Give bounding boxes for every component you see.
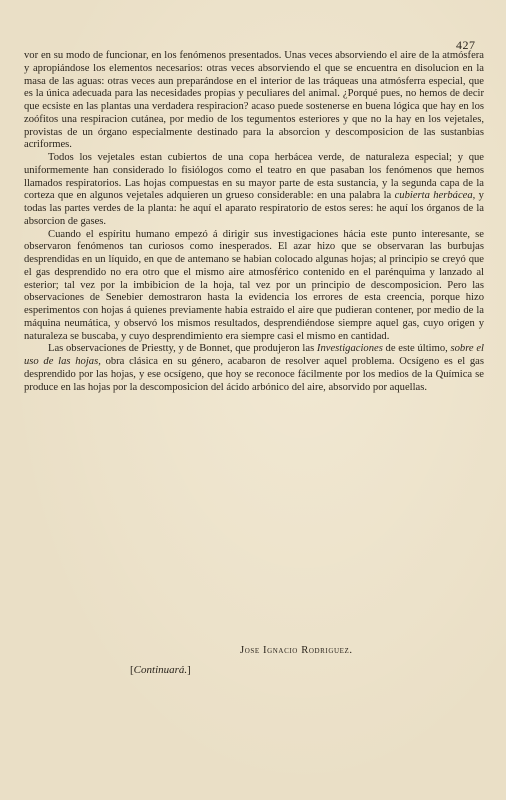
article-body bbox=[24, 50, 484, 394]
paragraph-4-italic-title: Investigaciones bbox=[316, 343, 383, 355]
paragraph-2-text-a: Todos los vejetales estan cubiertos de una copa herbácea verde, de naturaleza especial; y que uniformemente han considerado lo fisiólogos como el teatro en que pasaban los fenómenos que hemos llamados respiratorios. Las hojas compuestas en su mayor parte de esta sustancia, y la segunda capa de la corteza que en algunos vejetales adquieren un grueso considerable: en una palabra la bbox=[24, 152, 484, 202]
paragraph-4-text-a: Las observaciones de Priestty, y de Bonnet, que produjeron las bbox=[48, 343, 317, 355]
paragraph-3 bbox=[24, 229, 484, 344]
continuation-close-bracket: ] bbox=[187, 664, 191, 676]
paragraph-3-text: Cuando el espíritu humano empezó á dirigir sus investigaciones hácia este punto interesante, se observaron fenómenos tan curiosos como inesperados. El azar hizo que se observaran las burbujas desprendidas en un líquido, en que de antemano se habian colocado algunas hojas; al principio se creyó que el gas desprendido no era otro que el mismo aire atmosférico contenido en el parénquima y lanzado al esterior; tal vez por la imbibicion de la hoja, tal vez por un principio de descomposicion. Pero las observaciones de Senebier demostraron hasta la evidencia los errores de esta creencia, porque hizo esperimentos con hojas á quienes previamente habia estraido el aire que pudieran contener, por medio de la máquina neumática, y observó los mismos resultados, desprendiéndose siempre aquel gas, cuyo origen y naturaleza se buscaba, y cuyo desprendimiento era siempre casi el mismo en cantidad. bbox=[24, 228, 484, 342]
continuation-note bbox=[130, 664, 191, 676]
paragraph-4-text-b: de este último, bbox=[382, 343, 451, 355]
continuation-open-bracket: [ bbox=[130, 664, 134, 676]
author-signature: Jose Ignacio Rodriguez. bbox=[240, 645, 353, 656]
paragraph-4 bbox=[24, 343, 484, 394]
paragraph-1 bbox=[24, 50, 484, 152]
continuation-text: Continuará. bbox=[133, 664, 188, 676]
paragraph-4-italic-subtitle: sobre el uso de las hojas, bbox=[24, 343, 484, 367]
paragraph-1-text: vor en su modo de funcionar, en los fenómenos presentados. Unas veces absorviendo el aire de la atmósfera y apropiándose los elementos necesarios: otras veces absorviendo el que se encuentra en disolucion en la masa de las aguas: otras veces aun preparándose en el interior de las tráqueas una atmósferra especial, que es la única adecuada para las necesidades propias y peculiares del animal. ¿Porqué pues, no hemos de decir que ecsiste en las plantas una verdadera respiracion? acaso puede sostenerse en buena lógica que hay en los zoófitos una respiracion cutánea, por medio de los tegumentos esteriores y que no la hay en los vejetales, provistas de un órgano especialmente destinado para la absorcion y descomposicion de las sustanbias acriformes. bbox=[24, 50, 484, 151]
paragraph-2-text-b: y todas las partes verdes de la planta: he aquí el aparato respiratorio de estos seres: he aquí los órganos de la absorcion de gases. bbox=[24, 190, 484, 227]
page-number: 427 bbox=[456, 38, 476, 52]
paragraph-2-italic-term: cubierta herbácea, bbox=[394, 190, 476, 202]
paragraph-4-text-c: obra clásica en su género, acabaron de resolver aquel problema. Ocsígeno es el gas desprendido por las hojas, y ese ocsígeno, que hoy se reconoce fácilmente por los medios de la Química se produce en las hojas por la descomposicion del ácido arbónico del aire, absorvido por aquellas. bbox=[24, 356, 484, 393]
paragraph-2 bbox=[24, 152, 484, 229]
